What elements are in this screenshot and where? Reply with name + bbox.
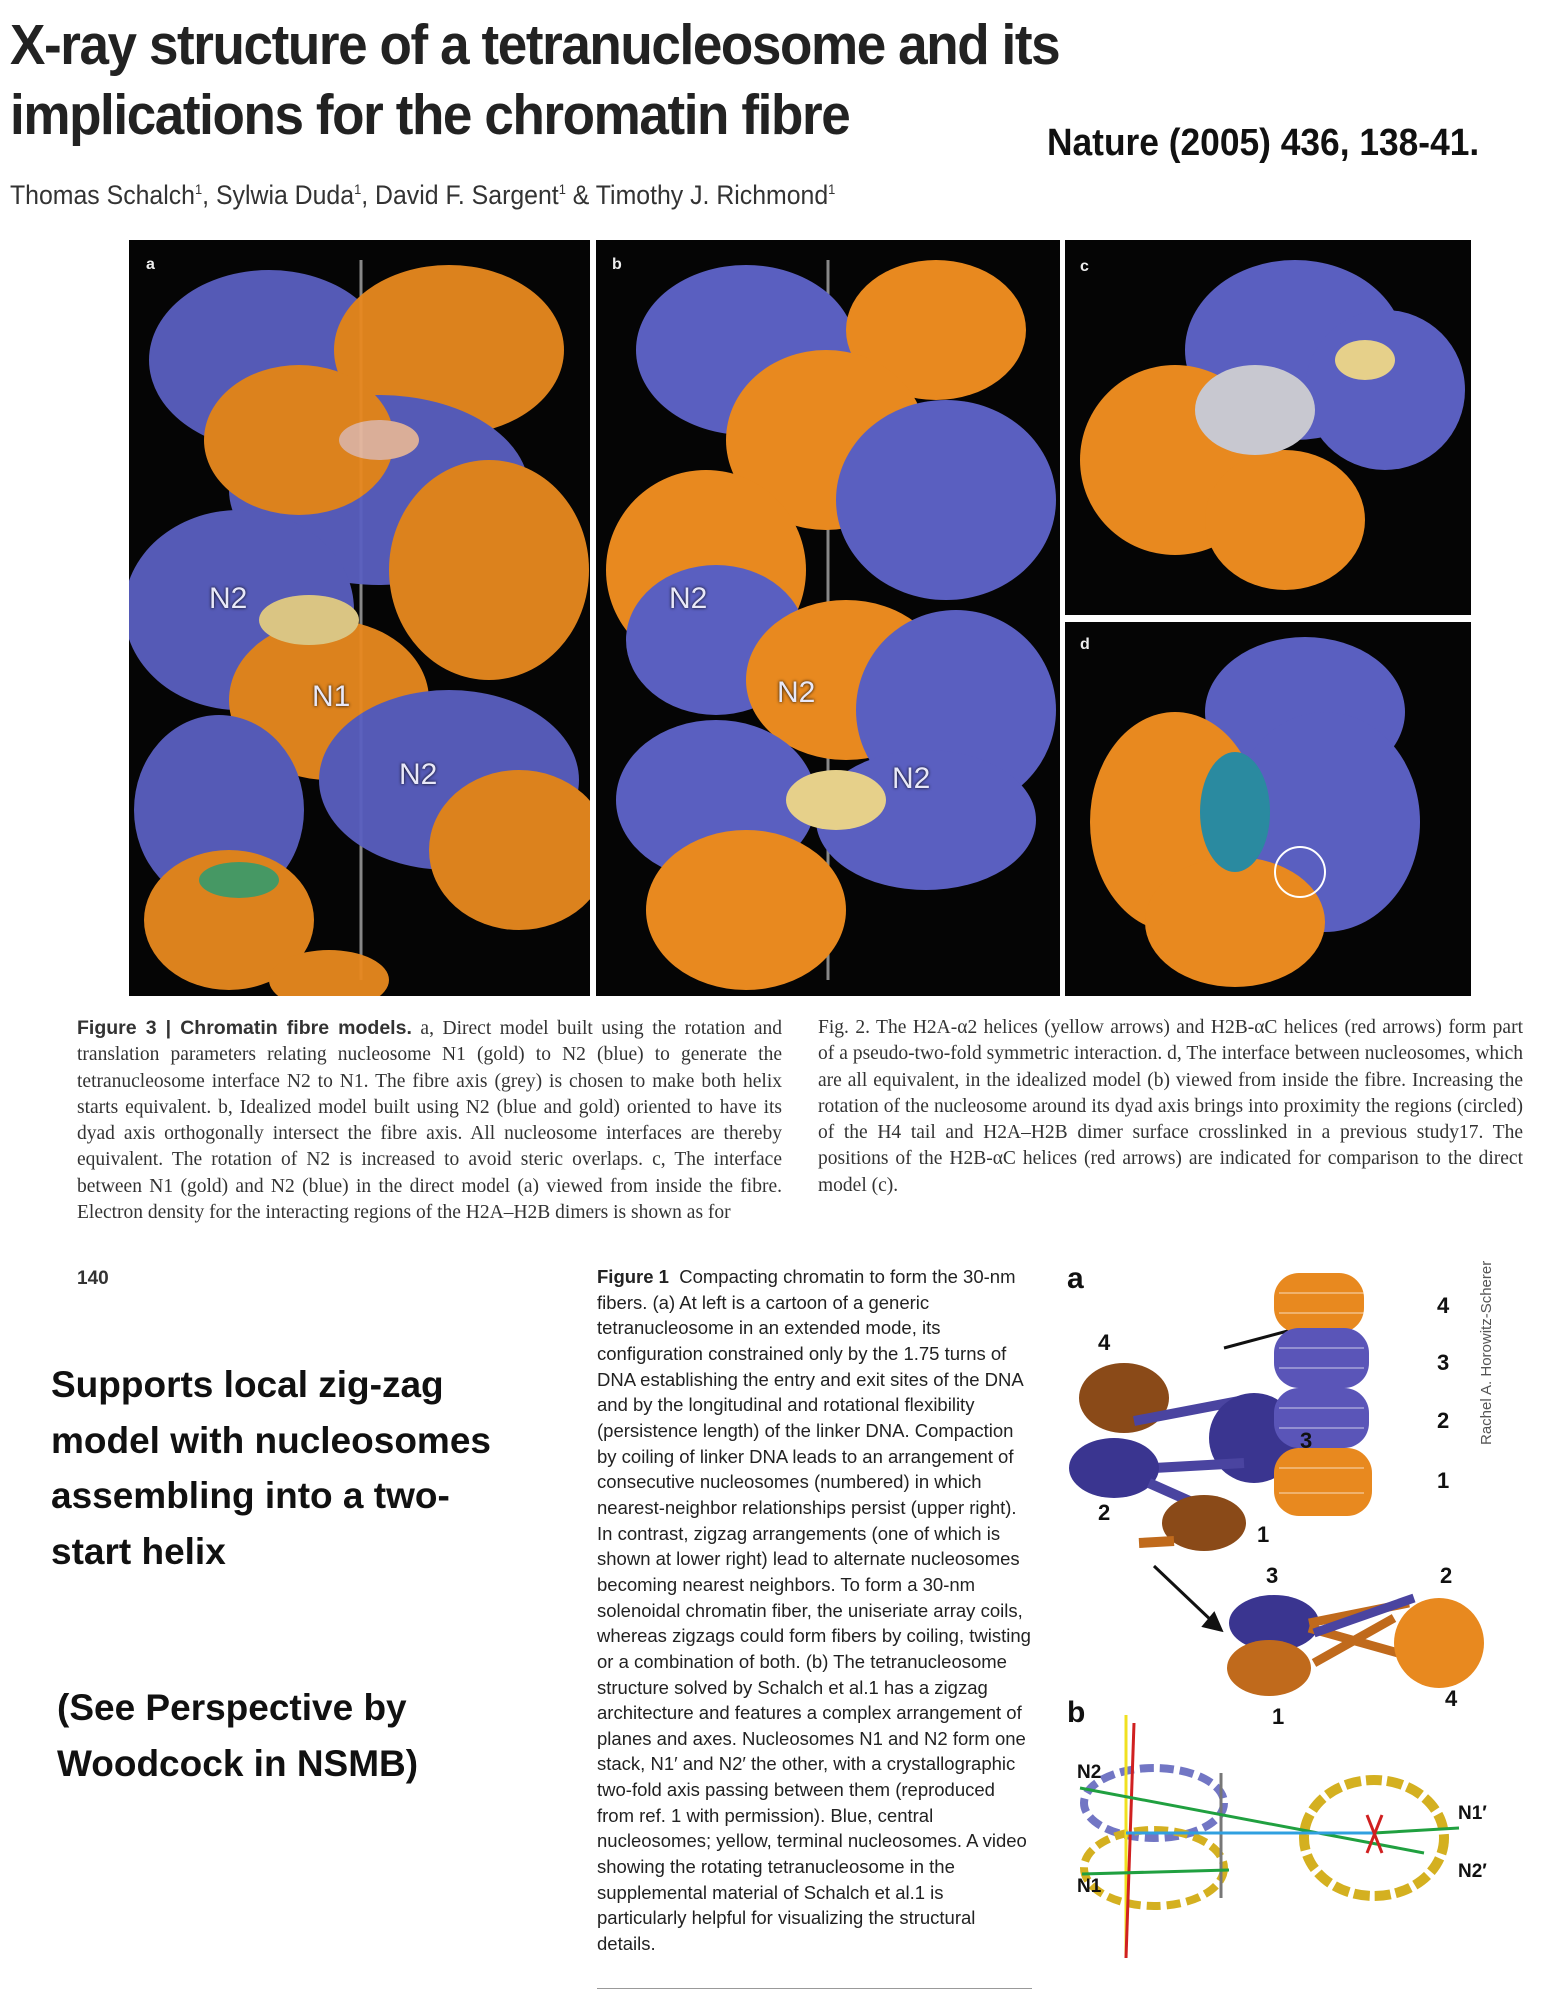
nucleosome-1	[1162, 1495, 1246, 1551]
author: Thomas Schalch	[10, 180, 196, 210]
figure3-caption-left	[77, 1015, 782, 1226]
nucleosome-number: 1	[1272, 1704, 1285, 1729]
panel-c-structure-image	[1065, 240, 1471, 615]
panel-label-b: b	[612, 256, 622, 273]
separator: ,	[202, 180, 216, 210]
nucleosome-4	[1079, 1363, 1169, 1433]
author: Sylwia Duda	[215, 180, 355, 210]
separator: &	[565, 180, 596, 210]
panel-b-structure-image	[596, 240, 1060, 996]
nucleosome-label: N1	[312, 680, 351, 713]
caption-heading: Figure 3 | Chromatin fibre models.	[77, 1017, 412, 1039]
divider	[597, 1988, 1032, 1989]
affiliation-sup: 1	[828, 181, 836, 197]
nucleosome-number: 3	[1300, 1428, 1313, 1453]
nucleosome-number: 3	[1437, 1350, 1450, 1375]
paper-title	[10, 10, 1059, 150]
panel-a-structure-image	[129, 240, 590, 996]
nucleosome-label: N2	[892, 762, 931, 795]
image-credit: Rachel A. Horowitz-Scherer	[1478, 1260, 1495, 1445]
zigzag-arrangement	[1227, 1595, 1484, 1696]
figure1-panel-label-a: a	[1067, 1262, 1084, 1295]
affiliation-sup: 1	[558, 181, 566, 197]
author: David F. Sargent	[375, 180, 559, 210]
author: Timothy J. Richmond	[595, 180, 829, 210]
annotation-main: Supports local zig-zag model with nucleosomes assembling into a two-start helix	[51, 1364, 491, 1572]
affiliation-sup: 1	[354, 181, 362, 197]
affiliation-sup: 1	[195, 181, 203, 197]
figure3-panel-a	[129, 240, 590, 996]
nucleosome-number: 4	[1098, 1330, 1111, 1355]
nucleosome-number: 2	[1437, 1408, 1450, 1433]
figure3-panel-c	[1065, 240, 1471, 615]
annotation-perspective: (See Perspective by Woodcock in NSMB)	[57, 1687, 419, 1784]
nucleosome-number: 2	[1098, 1500, 1111, 1525]
nucleosome-label: N2	[669, 582, 708, 615]
nucleosome-label: N2	[399, 758, 438, 791]
figure1-panel-label-b: b	[1067, 1696, 1086, 1729]
nucleosome-label: N2	[777, 676, 816, 709]
nucleosome-number: 3	[1266, 1563, 1279, 1588]
caption-body: a, Direct model built using the rotation and translation parameters relating nucleosome N1 (gold) to N2 (blue) to generate the tetranucleosome interface N2 to N1. The fibre axis (grey) is chosen to make both helix starts equivalent. b, Idealized model built using N2 (blue and gold) oriented to have its dyad axis orthogonally intersect the fibre axis. All nucleosome interfaces are thereby equivalent. The rotation of N2 is increased to avoid steric overlaps. c, The interface between N1 (gold) and N2 (blue) in the direct model (a) viewed from inside the fibre. Electron density for the interacting regions of the H2A–H2B dimers is shown as for	[77, 1018, 782, 1224]
nucleosome-label: N2	[209, 582, 248, 615]
figure1-caption	[597, 1264, 1037, 1957]
title-line-1: X-ray structure of a tetranucleosome and its	[10, 13, 1060, 77]
structure-label: N1′	[1458, 1803, 1487, 1824]
panel-label-c: c	[1080, 258, 1089, 275]
figure3-panel-b	[596, 240, 1060, 996]
nucleosome-number: 1	[1437, 1468, 1450, 1493]
tetranucleosome-structure	[1080, 1715, 1459, 1958]
nucleosome-2	[1069, 1438, 1159, 1498]
citation: Nature (2005) 436, 138-41.	[1047, 122, 1480, 164]
author-list	[10, 180, 835, 211]
panel-d-structure-image	[1065, 622, 1471, 996]
figure3-panel-d	[1065, 622, 1471, 996]
panel-label-d: d	[1080, 636, 1090, 653]
page-number: 140	[77, 1268, 109, 1289]
nucleosome-number: 1	[1257, 1522, 1270, 1547]
caption-body: Compacting chromatin to form the 30-nm fibers. (a) At left is a cartoon of a generic tetranucleosome in an extended mode, its configuration constrained only by the 1.75 turns of DNA establishing the entry and exit sites of the DNA and by the longitudinal and rotational flexibility (persistence length) of the linker DNA. Compaction by coiling of linker DNA leads to an arrangement of consecutive nucleosomes (numbered) in which nearest-neighbor relationships persist (upper right). In contrast, zigzag arrangements (one of which is shown at lower right) lead to alternate nucleosomes becoming nearest neighbors. To form a 30-nm solenoidal chromatin fiber, the uniseriate array coils, whereas zigzags could form fibers by coiling, twisting or a combination of both. (b) The tetranucleosome structure solved by Schalch et al.1 has a zigzag architecture and features a complex arrangement of planes and axes. Nucleosomes N1 and N2 form one stack, N1′ and N2′ the other, with a crystallographic two-fold axis passing between them (reproduced from ref. 1 with permission). Blue, central nucleosomes; yellow, terminal nucleosomes. A video showing the rotating tetranucleosome in the supplemental material of Schalch et al.1 is particularly helpful for visualizing the structural details.	[597, 1266, 1031, 1955]
solenoid-stack	[1274, 1273, 1372, 1516]
structure-label: N2	[1077, 1762, 1102, 1783]
nucleosome-number: 4	[1437, 1293, 1450, 1318]
panel-label-a: a	[146, 256, 155, 273]
caption-heading: Figure 1	[597, 1266, 669, 1287]
structure-label: N2′	[1458, 1861, 1487, 1882]
nucleosome-number: 4	[1445, 1686, 1458, 1711]
title-line-2: implications for the chromatin fibre	[10, 83, 850, 147]
figure3-caption-right: Fig. 2. The H2A-α2 helices (yellow arrows) and H2B-αC helices (red arrows) form part of a pseudo-two-fold symmetric interaction. d, The interface between nucleosomes, which are all equivalent, in the idealized model (b) viewed from inside the fibre. Increasing the rotation of the nucleosome around its dyad axis brings into proximity the regions (circled) of the H4 tail and H2A–H2B dimer surface crosslinked in a previous study17. The positions of the H2B-αC helices (red arrows) are indicated for comparison to the direct model (c).	[818, 1017, 1523, 1196]
structure-label: N1	[1077, 1876, 1102, 1897]
nucleosome-number: 2	[1440, 1563, 1453, 1588]
separator: ,	[361, 180, 376, 210]
